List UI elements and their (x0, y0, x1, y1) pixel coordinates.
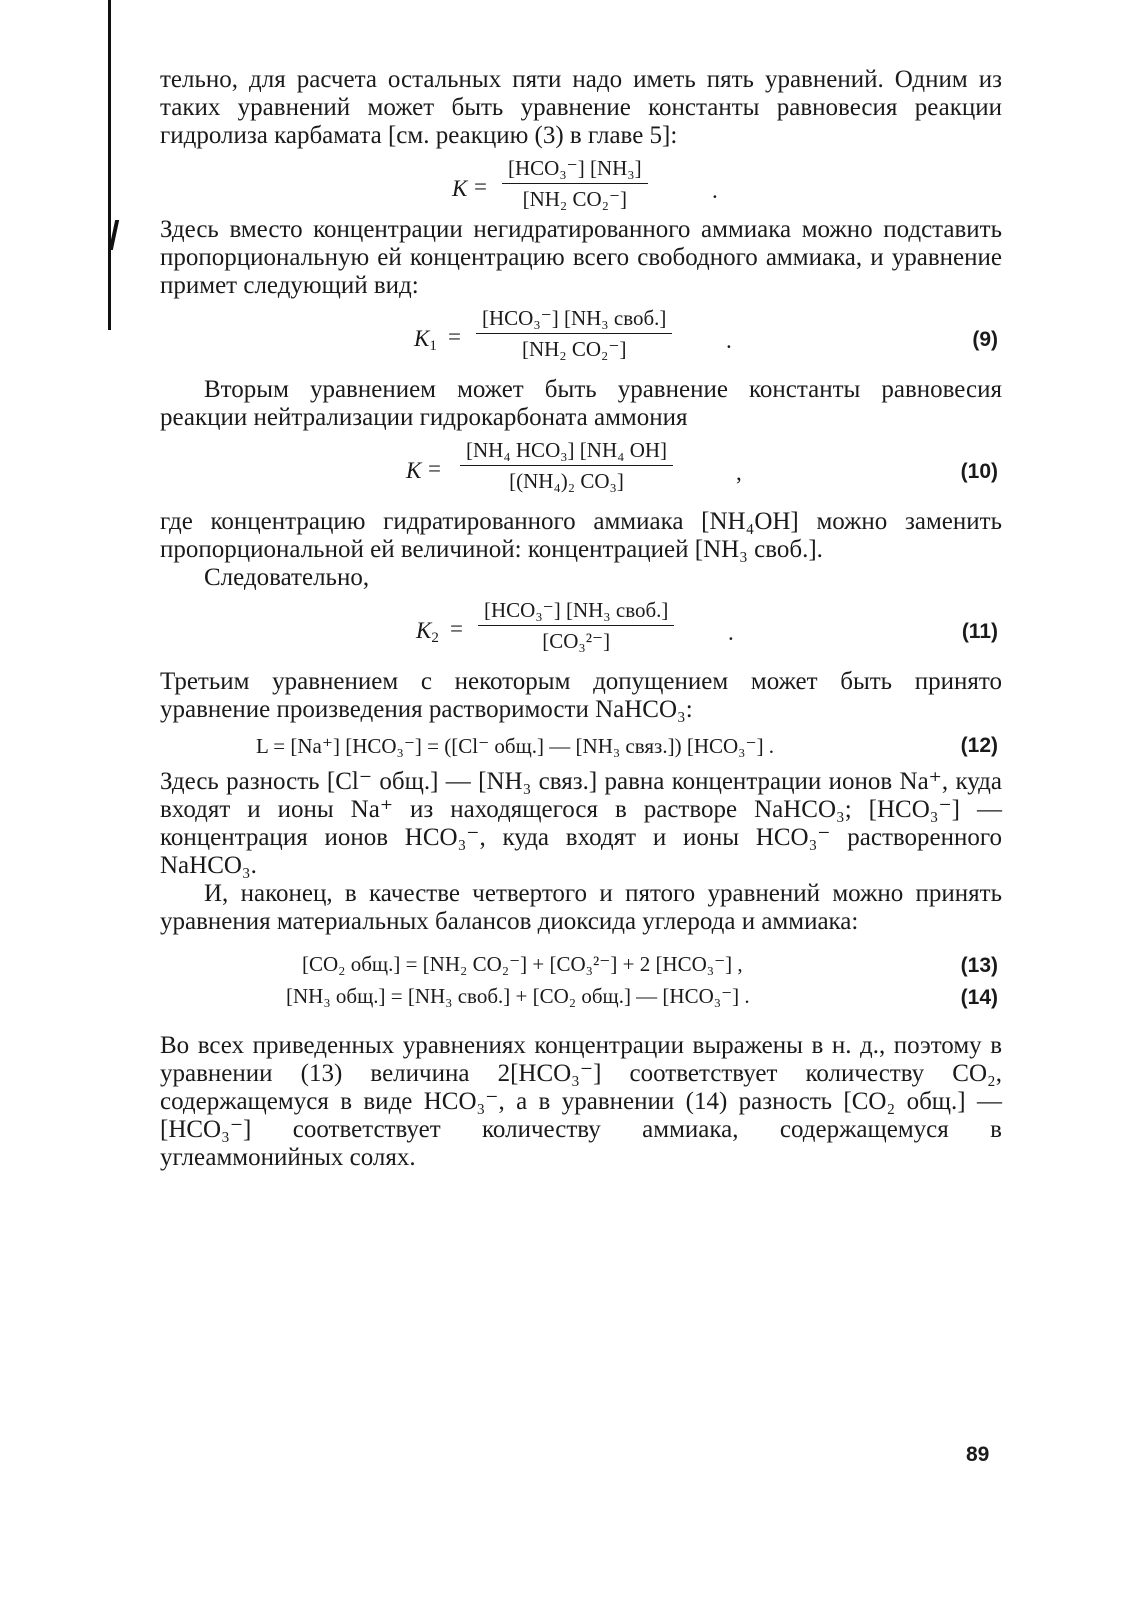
paragraph-8: И, наконец, в качестве четвертого и пятого уравнений можно принять уравнения материальных балансов диоксида углерода и аммиака: (160, 880, 1002, 935)
equation-10 (160, 432, 1002, 508)
equation-lhs: K (452, 176, 468, 201)
equation-11 (160, 592, 1002, 668)
fraction (502, 156, 648, 212)
fraction (478, 598, 674, 654)
equals-sign: = (428, 456, 441, 481)
equation-k-carbamate (160, 150, 1002, 216)
paragraph-1: тельно, для расчета остальных пяти надо иметь пять уравнений. Одним из таких уравнений может быть уравнение константы равновесия реакции гидролиза карбамата [см. реакцию (3) в главе 5]: (160, 66, 1002, 149)
page-number: 89 (966, 1443, 990, 1466)
paragraph-4: где концентрацию гидратированного аммиака [NH₄OH] можно заменить пропорциональной ей величиной: концентрацией [NH₃ своб.]. (160, 508, 1002, 563)
equals-sign: = (450, 616, 463, 641)
paragraph-5: Следовательно, (204, 564, 370, 591)
equation-lhs: $K_1$ (414, 326, 437, 354)
fraction (460, 438, 673, 494)
equation-14-number: (14) (960, 986, 998, 1009)
equation-punctuation: . (712, 178, 718, 203)
equals-sign: = (448, 324, 461, 349)
equation-13-text: [CO₂ общ.] = [NH₂ CO₂⁻] + [CO₃²⁻] + 2 [HCO₃⁻] , (302, 952, 743, 976)
denominator: [(NH₄)₂ CO₃] (509, 469, 624, 493)
equation-13-number: (13) (960, 954, 998, 977)
equation-punctuation: . (728, 620, 734, 645)
equation-number: (9) (972, 328, 998, 351)
paragraph-7: Здесь разность [Cl⁻ общ.] — [NH₃ связ.] равна концентрации ионов Na⁺, куда входят и ионы Na⁺ из находящегося в растворе NaHCO₃; [HCO₃⁻] — концентрация ионов HCO₃⁻, куда входят и ионы HCO₃⁻ растворенного NaHCO₃. (160, 768, 1002, 879)
page-body (160, 66, 1002, 1172)
equation-number: (12) (960, 734, 998, 757)
numerator: [HCO₃⁻] [NH₃] (502, 156, 648, 184)
paragraph-3: Вторым уравнением может быть уравнение константы равновесия реакции нейтрализации гидрокарбоната аммония (160, 376, 1002, 431)
fraction (476, 306, 672, 362)
equation-punctuation: , (736, 460, 742, 485)
equation-punctuation: . (726, 328, 732, 353)
equals-sign: = (474, 174, 487, 199)
equation-number: (10) (960, 460, 998, 483)
equation-lhs: $K_2$ (416, 618, 439, 646)
numerator: [HCO₃⁻] [NH₃ своб.] (476, 306, 672, 334)
paragraph-2: Здесь вместо концентрации негидратированного аммиака можно подставить пропорциональную ей концентрацию всего свободного аммиака, и уравнение примет следующий вид: (160, 216, 1002, 299)
equation-9 (160, 300, 1002, 376)
paragraph-9: Во всех приведенных уравнениях концентрации выражены в н. д., поэтому в уравнении (13) величина 2[HCO₃⁻] соответствует количеству CO₂, содержащемуся в виде HCO₃⁻, а в уравнении (14) разность [CO₂ общ.] — [HCO₃⁻] соответствует количеству аммиака, содержащемуся в углеаммонийных солях. (160, 1032, 1002, 1171)
paragraph-6: Третьим уравнением с некоторым допущением может быть принято уравнение произведения растворимости NaHCO₃: (160, 668, 1002, 723)
equation-12 (160, 724, 1002, 768)
numerator: [NH₄ HCO₃] [NH₄ OH] (460, 438, 673, 466)
equation-text: L = [Na⁺] [HCO₃⁻] = ([Cl⁻ общ.] — [NH₃ связ.]) [HCO₃⁻] . (256, 734, 775, 758)
equation-13-14 (160, 936, 1002, 1028)
equation-lhs: K (406, 458, 422, 483)
numerator: [HCO₃⁻] [NH₃ своб.] (478, 598, 674, 626)
equation-14-text: [NH₃ общ.] = [NH₃ своб.] + [CO₂ общ.] — [HCO₃⁻] . (286, 984, 750, 1008)
denominator: [NH₂ CO₂⁻] (522, 187, 628, 211)
denominator: [NH₂ CO₂⁻] (521, 337, 627, 361)
denominator: [CO₃²⁻] (542, 629, 611, 653)
equation-number: (11) (961, 620, 998, 643)
binding-edge-line (108, 0, 111, 330)
